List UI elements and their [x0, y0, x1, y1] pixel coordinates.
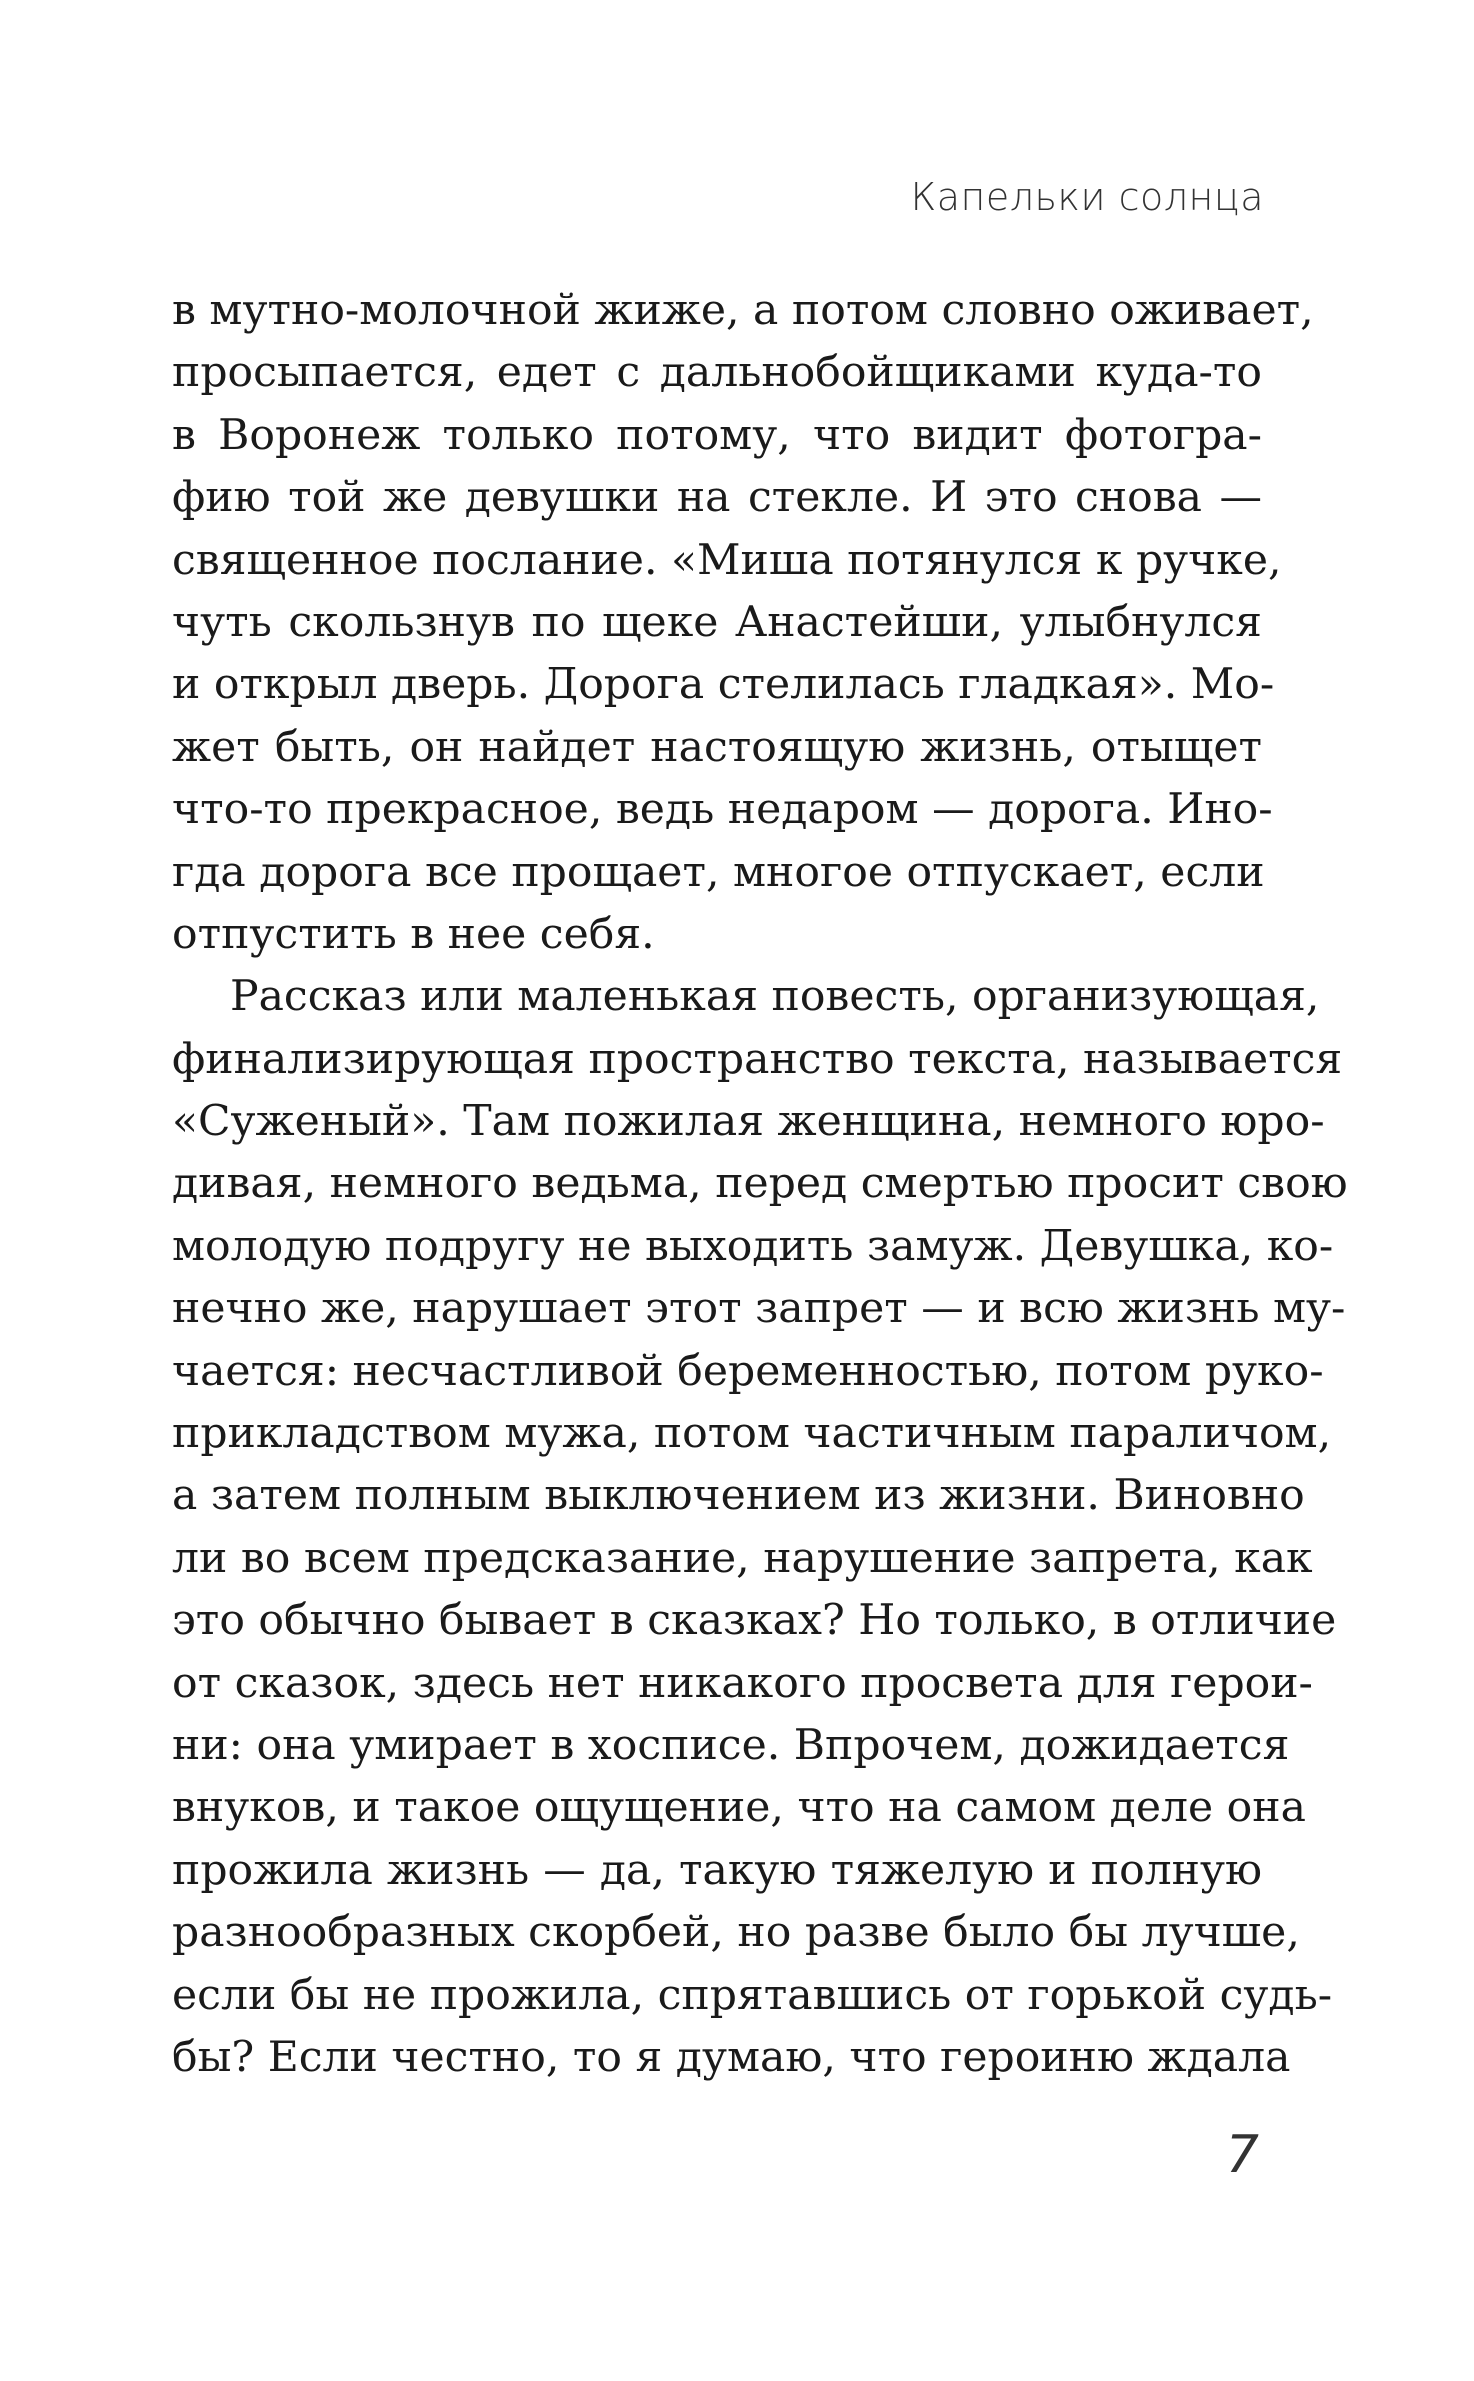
text-line: разнообразных скорбей, но разве было бы лучше, — [172, 1908, 1300, 1958]
page-number: 7 — [1225, 2125, 1259, 2185]
text-line: в Воронеж только потому, что видит фотогра- — [172, 410, 1262, 460]
text-line: жет быть, он найдет настоящую жизнь, отыщет — [172, 722, 1262, 772]
text-line: молодую подругу не выходить замуж. Девушка, ко- — [172, 1221, 1334, 1271]
text-line: это обычно бывает в сказках? Но только, в отличие — [172, 1596, 1337, 1646]
text-line: священное послание. «Миша потянулся к ручке, — [172, 535, 1282, 585]
text-line: ни: она умирает в хосписе. Впрочем, дожидается — [172, 1720, 1290, 1770]
text-line: финализирующая пространство текста, называется — [172, 1034, 1343, 1084]
text-line: просыпается, едет с дальнобойщиками куда-то — [172, 348, 1262, 398]
text-line: нечно же, нарушает этот запрет — и всю жизнь му- — [172, 1284, 1346, 1334]
text-line: ли во всем предсказание, нарушение запрета, как — [172, 1533, 1313, 1583]
text-line: прожила жизнь — да, такую тяжелую и полную — [172, 1845, 1262, 1895]
text-line: бы? Если честно, то я думаю, что героиню ждала — [172, 2032, 1291, 2082]
text-line: в мутно-молочной жиже, а потом словно оживает, — [172, 286, 1314, 335]
running-header-title: Капельки солнца — [910, 175, 1264, 219]
text-line: внуков, и такое ощущение, что на самом деле она — [172, 1783, 1306, 1833]
text-line: фию той же девушки на стекле. И это снова — — [172, 473, 1262, 523]
paragraph-first-line: Рассказ или маленькая повесть, организующая, — [230, 972, 1320, 1022]
text-line: что-то прекрасное, ведь недаром — дорога. Ино- — [172, 785, 1273, 835]
text-line: гда дорога все прощает, многое отпускает, если — [172, 847, 1265, 897]
text-line: чуть скользнув по щеке Анастейши, улыбнулся — [172, 597, 1262, 647]
text-line: от сказок, здесь нет никакого просвета для герои- — [172, 1658, 1313, 1708]
text-line: прикладством мужа, потом частичным параличом, — [172, 1409, 1332, 1459]
text-line: если бы не прожила, спрятавшись от горькой судь- — [172, 1970, 1333, 2020]
text-line: и открыл дверь. Дорога стелилась гладкая». Мо- — [172, 660, 1275, 710]
text-line: чается: несчастливой беременностью, потом руко- — [172, 1346, 1324, 1396]
text-line: а затем полным выключением из жизни. Виновно — [172, 1471, 1305, 1521]
text-line: отпустить в нее себя. — [172, 909, 655, 959]
text-line: дивая, немного ведьма, перед смертью просит свою — [172, 1159, 1348, 1209]
text-line: «Суженый». Там пожилая женщина, немного юро- — [172, 1097, 1325, 1147]
body-text — [172, 280, 1348, 2089]
